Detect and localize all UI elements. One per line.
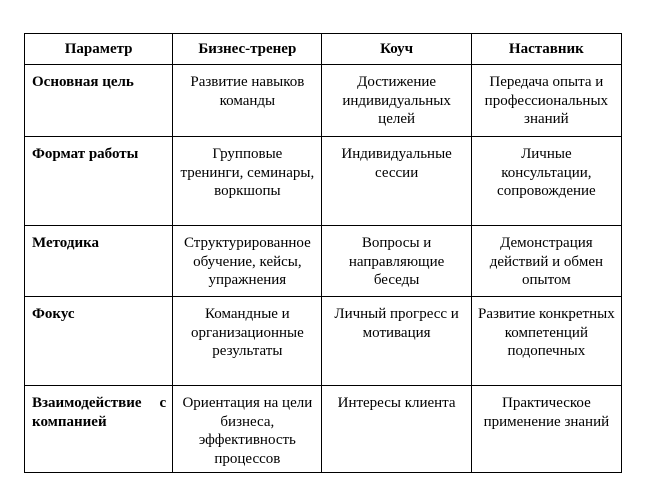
table-row xyxy=(25,226,622,297)
row-parameter: Формат работы xyxy=(25,137,173,226)
table-row xyxy=(25,65,622,137)
row-parameter: Фокус xyxy=(25,297,173,386)
cell-business-trainer: Командные и организационные результаты xyxy=(173,297,322,386)
cell-mentor: Передача опыта и профессиональных знаний xyxy=(471,65,621,137)
header-cell-coach: Коуч xyxy=(322,34,471,65)
row-parameter: Взаимодействие с компанией xyxy=(25,386,173,473)
cell-mentor: Развитие конкретных компетенций подопечных xyxy=(471,297,621,386)
cell-coach: Личный прогресс и мотивация xyxy=(322,297,471,386)
header-cell-mentor: Наставник xyxy=(471,34,621,65)
cell-business-trainer: Развитие навыков команды xyxy=(173,65,322,137)
row-parameter: Основная цель xyxy=(25,65,173,137)
header-cell-parameter: Параметр xyxy=(25,34,173,65)
table-row xyxy=(25,386,622,473)
header-cell-business-trainer: Бизнес-тренер xyxy=(173,34,322,65)
cell-coach: Индивидуальные сессии xyxy=(322,137,471,226)
table-row xyxy=(25,137,622,226)
row-parameter: Методика xyxy=(25,226,173,297)
cell-mentor: Демонстрация действий и обмен опытом xyxy=(471,226,621,297)
cell-mentor: Практическое применение знаний xyxy=(471,386,621,473)
cell-coach: Вопросы и направляющие беседы xyxy=(322,226,471,297)
cell-mentor: Личные консультации, сопровождение xyxy=(471,137,621,226)
cell-business-trainer: Групповые тренинги, семинары, воркшопы xyxy=(173,137,322,226)
comparison-table xyxy=(24,33,622,473)
cell-coach: Достижение индивидуальных целей xyxy=(322,65,471,137)
table-row xyxy=(25,297,622,386)
cell-business-trainer: Структурированное обучение, кейсы, упражнения xyxy=(173,226,322,297)
cell-business-trainer: Ориентация на цели бизнеса, эффективность процессов xyxy=(173,386,322,473)
table-header-row xyxy=(25,34,622,65)
cell-coach: Интересы клиента xyxy=(322,386,471,473)
